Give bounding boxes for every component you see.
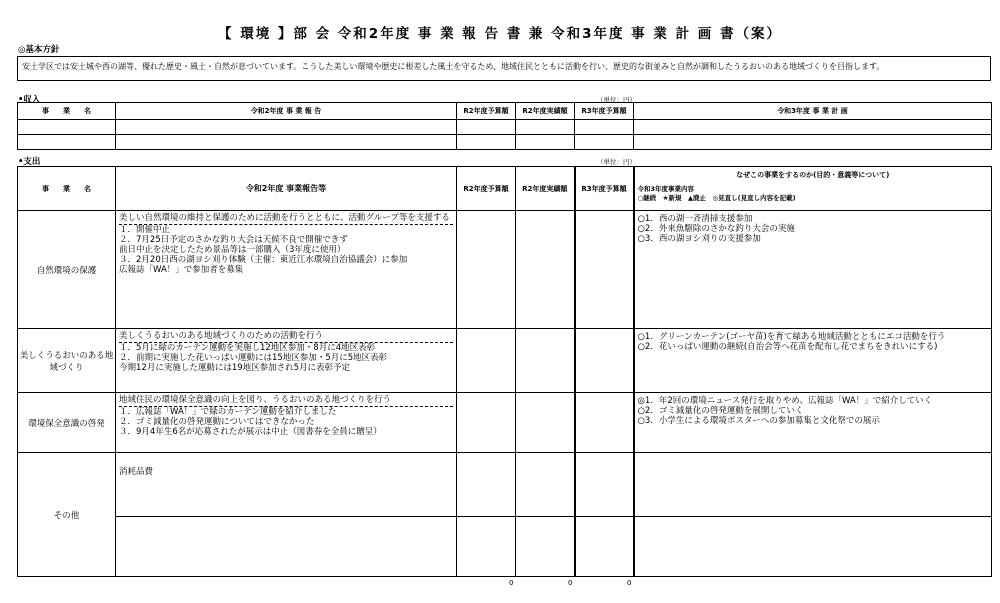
income-table — [17, 102, 992, 150]
income-row — [18, 120, 992, 135]
row-r2-actual — [516, 517, 575, 577]
row-name: その他 — [18, 453, 116, 577]
plan-item: ◎1．年2回の環境ニュース発行を取りやめ、広報誌「WA！」で紹介していく — [637, 396, 933, 406]
total-r3-budget: 0 — [627, 579, 632, 588]
row-detail: ３．9月4年生6名が応募されたが展示は中止（図書券を全員に贈呈） — [119, 427, 382, 437]
row-plan — [634, 393, 992, 453]
expense-header-name: 事 業 名 — [18, 167, 116, 211]
row-name: 美しくうるおいのある地域づくり — [18, 329, 116, 393]
row-detail: １．広報誌「WA！」で緑のカーテン運動を紹介しました — [119, 407, 337, 417]
row-detail: 今期12月に実施した運動には19地区参加され5月に表彰予定 — [119, 363, 351, 373]
plan-item: ○1．グリーンカーテン(ゴーヤ苗)を育て緑ある地域活動とともにエコ活動を行う — [637, 332, 946, 342]
expense-header-legend: ○継続 ★新規 ▲廃止 ◎見直し(見直し内容を記載) — [637, 194, 796, 202]
policy-text: 安土学区では安土城や西の湖等、優れた歴史・風土・自然が息づいています。こうした美しい環境や歴史に根差した風土を守るため、地域住民とともに活動を行い、歴史的な街並みと自然が調和したうるおいのある地域づくりを目指します。 — [17, 56, 991, 81]
row-r2-budget — [457, 453, 516, 517]
plan-item: ○2．ゴミ減量化の啓発運動を展開していく — [637, 406, 804, 416]
row-report — [116, 211, 457, 329]
row-r2-actual — [516, 453, 575, 517]
income-unit: （単位：円） — [597, 96, 636, 104]
row-r3-budget — [575, 453, 634, 517]
plan-item: ○3．西の湖ヨシ刈りの支援参加 — [637, 234, 761, 244]
income-header-r2-budget: R2年度予算額 — [457, 103, 516, 120]
expense-header-content: 令和3年度事業内容 — [637, 185, 695, 193]
income-header-name: 事 業 名 — [18, 103, 116, 120]
row-r2-budget — [457, 329, 516, 393]
expense-header-r2-actual: R2年度実績額 — [516, 167, 575, 211]
row-detail: 前日中止を決定したため景品等は一部購入（3年度に使用） — [119, 245, 346, 255]
row-r3-budget — [575, 517, 634, 577]
row-detail: 消耗品費 — [116, 453, 457, 517]
row-detail: 広報誌「WA！」で参加者を募集 — [119, 265, 244, 275]
row-detail: ３．2月20日西の湖ヨシ刈り体験（主催：東近江水環境自治協議会）に参加 — [119, 255, 408, 265]
row-detail: ２．7月25日予定のさかな釣り大会は天候不良で開催できず — [119, 235, 348, 245]
expense-header-r3-budget: R3年度予算額 — [575, 167, 634, 211]
row-detail: ２．前期に実施した花いっぱい運動には15地区参加・5月に5地区表彰 — [119, 353, 388, 363]
income-header-plan: 令和3年度 事 業 計 画 — [634, 103, 992, 120]
row-purpose: 美しくうるおいのある地域づくりのための活動を行う — [119, 331, 324, 341]
table-row — [18, 211, 992, 329]
row-r2-actual — [516, 329, 575, 393]
plan-item: ○3．小学生による環境ポスターへの参加募集と文化祭での展示 — [637, 416, 880, 426]
row-r2-budget — [457, 393, 516, 453]
row-r2-actual — [516, 393, 575, 453]
row-r2-budget — [457, 517, 516, 577]
table-row — [18, 329, 992, 393]
row-r3-budget — [575, 211, 634, 329]
expense-table — [17, 166, 992, 590]
row-detail: １．開催中止 — [119, 225, 171, 235]
total-r2-budget: 0 — [509, 579, 514, 588]
row-r3-budget — [575, 329, 634, 393]
income-header-r3-budget: R3年度予算額 — [575, 103, 634, 120]
row-plan — [634, 329, 992, 393]
row-report — [116, 393, 457, 453]
row-report — [116, 517, 457, 577]
income-header-report: 令和2年度 事 業 報 告 — [116, 103, 457, 120]
row-report — [116, 329, 457, 393]
expense-header-why: なぜこの事業をするのか(目的・意義等について) — [736, 171, 890, 179]
totals-row — [18, 577, 992, 590]
table-row — [18, 453, 992, 517]
plan-item: ○2．外来魚駆除のさかな釣り大会の実施 — [637, 224, 795, 234]
table-row — [18, 517, 992, 577]
table-row — [18, 393, 992, 453]
income-row — [18, 135, 992, 150]
row-name: 環境保全意識の啓発 — [18, 393, 116, 453]
row-purpose: 美しい自然環境の維持と保護のために活動を行うとともに、活動グループ等を支援する — [119, 213, 450, 223]
row-detail: １．5月に緑のカーテン運動を実施し12地区参加・8月に4地区表彰 — [119, 343, 376, 353]
expense-header-r2-budget: R2年度予算額 — [457, 167, 516, 211]
expense-label: •支出 — [18, 157, 41, 167]
plan-item: ○1．西の湖一斉清掃支援参加 — [637, 214, 753, 224]
page-title: 【 環境 】部 会 令和2年度 事 業 報 告 書 兼 令和3年度 事 業 計 画 書（案） — [218, 26, 782, 42]
income-header-r2-actual: R2年度実績額 — [516, 103, 575, 120]
row-plan — [634, 517, 992, 577]
row-r2-actual — [516, 211, 575, 329]
row-plan — [634, 211, 992, 329]
plan-item: ○2．花いっぱい運動の継続(自治会等へ花苗を配布し花でまちをきれいにする) — [637, 342, 938, 352]
income-label: •収入 — [18, 95, 41, 105]
expense-unit: （単位：円） — [597, 158, 636, 166]
total-r2-actual: 0 — [568, 579, 573, 588]
policy-label: ◎基本方針 — [18, 45, 60, 55]
row-r3-budget — [575, 393, 634, 453]
row-name: 自然環境の保護 — [18, 211, 116, 329]
row-r2-budget — [457, 211, 516, 329]
row-detail: ２．ゴミ減量化の啓発運動についてはできなかった — [119, 417, 315, 427]
row-plan — [634, 453, 992, 517]
expense-header-report: 令和2年度 事業報告等 — [116, 167, 457, 211]
expense-header-plan — [634, 167, 992, 211]
row-purpose: 地域住民の環境保全意識の向上を図り、うるおいのある地づくりを行う — [119, 395, 392, 405]
